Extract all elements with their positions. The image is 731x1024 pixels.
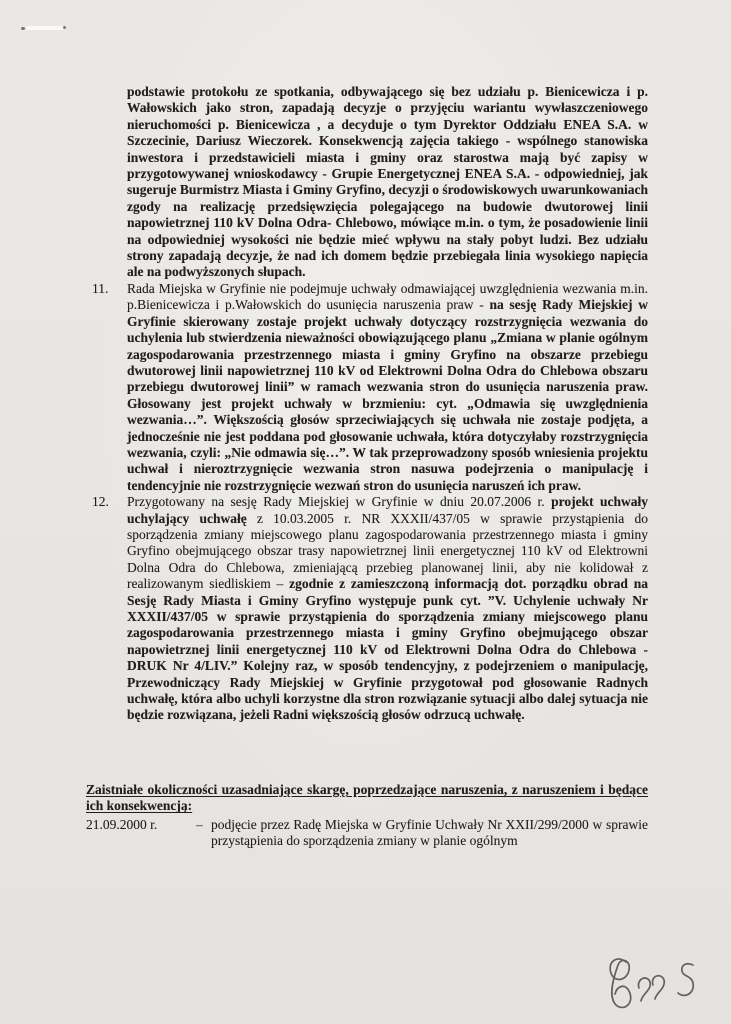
timeline-dash: – — [196, 817, 203, 833]
item-number: 12. — [92, 494, 109, 510]
scan-dot-artifact — [21, 27, 25, 30]
item-text: Przygotowany na sesję Rady Miejskiej w Gryfinie w dniu 20.07.2006 r. projekt uchwały uchylający uchwałę z 10.03.2005 r. NR XXXII/437/05 w sprawie przystąpienia do sporządzenia zmiany miejscowego planu zagospodarowania przestrzennego miasta i gminy Gryfino obejmującego obszar trasy napowietrznej linii energetycznej 110 kV od Elektrowni Dolna Odra do Chlebowa, zmieniającą przebieg planowanej linii, aby nie kolidował z realizowanym siedliskiem – zgodnie z zamieszczoną informacją dot. porządku obrad na Sesję Rady Miasta i Gminy Gryfino występuje punk cyt. ”V. Uchylenie uchwały Nr XXXII/437/05 w sprawie przystąpienia do sporządzenia zmiany miejscowego planu zagospodarowania przestrzennego miasta i gminy Gryfino obejmującego obszar napowietrznej linii energetycznej 110 kV od Elektrowni Dolna Odra do Chlebowa - DRUK Nr 4/LIV.” Kolejny raz, w sposób tendencyjny, z podejrzeniem o manipulację, Przewodniczący Rady Miejskiej w Gryfinie przygotował pod głosowanie Radnych uchwałę, która albo uchyli korzystne dla stron rozwiązanie sytuacji albo dalej sytuacja nie będzie rozwiązana, jeżeli Radni większością głosów odrzucą uchwałę. — [127, 494, 648, 723]
numbered-item-11 — [86, 281, 648, 494]
scan-dot-artifact — [63, 26, 66, 29]
timeline-text: podjęcie przez Radę Miejska w Gryfinie Uchwały Nr XXII/299/2000 w sprawie przystąpienia do sporządzenia zmiany w planie ogólnym — [211, 817, 648, 849]
section-heading: Zaistniałe okoliczności uzasadniające skargę, poprzedzające naruszenia, z naruszeniem i będące ich konsekwencją: — [86, 781, 648, 814]
intro-paragraph: podstawie protokołu ze spotkania, odbywającego się bez udziału p. Bienicewicza i p. Wałowskich jako stron, zapadają decyzje o przyjęciu wariantu wywłaszczeniowego nieruchomości p. Bienicewicza , a decyduje o tym Dyrektor Oddziału ENEA S.A. w Szczecinie, Dariusz Wieczorek. Konsekwencją zajęcia takiego - wspólnego stanowiska inwestora i przedstawicieli miasta i gminy oraz starostwa mają być zapisy w przygotowywanej wnioskodawcy - Grupie Energetycznej ENEA S.A. - odpowiedniej, jak sugeruje Burmistrz Miasta i Gminy Gryfino, decyzji o środowiskowych uwarunkowaniach zgody na realizację przedsięwzięcia polegającego na budowie dwutorowej linii napowietrznej 110 kV Dolna Odra- Chlebowo, mówiące m.in. o tym, że posadowienie linii na odpowiedniej wysokości nie będzie mieć wpływu na stały pobyt ludzi. Bez udziału strony zapadają decyzje, że nad ich domem będzie przebiegała linia wysokiego napięcia ale na podwyższonych słupach. — [127, 84, 649, 280]
circumstances-section — [86, 782, 648, 850]
scan-streak-artifact — [26, 26, 64, 30]
numbered-list — [86, 281, 648, 724]
timeline-date: 21.09.2000 r. — [86, 817, 158, 833]
item-text: Rada Miejska w Gryfinie nie podejmuje uchwały odmawiającej uwzględnienia wezwania m.in. p.Bienicewicza i p.Wałowskich do usunięcia naruszenia praw - na sesję Rady Miejskiej w Gryfinie skierowany zostaje projekt uchwały dotyczący rozstrzygnięcia wezwania do uchylenia lub stwierdzenia nieważności obowiązującego planu „Zmiana w planie ogólnym zagospodarowania przestrzennego miasta i gminy Gryfino na obszarze przebiegu dwutorowej linii napowietrznej 110 kV od Elektrowni Dolna Odra do Chlebowa obszaru przebiegu dwutorowej linii” w ramach wezwania stron do usunięcia naruszenia praw. Głosowany jest projekt uchwały w brzmieniu: cyt. „Odmawia się uwzględnienia wezwania…”. Większością głosów sprzeciwiających się uchwała nie zostaje podjęta, a jednocześnie nie jest poddana pod głosowanie uchwała, która dotyczyłaby rozstrzygnięcia wezwania, czyli: „Nie odmawia się…”. W tak przeprowadzony sposób wniesienia projektu uchwał i nieroztrzygnięcie wezwania stron nasuwa podejrzenia o manipulację i tendencyjnie nie rozstrzygnięcie wezwań stron do usunięcia naruszeń ich praw. — [127, 280, 648, 493]
timeline-entry — [86, 817, 648, 850]
document-body — [86, 84, 648, 850]
numbered-item-12 — [86, 494, 648, 724]
handwritten-signature — [592, 952, 707, 1022]
item-number: 11. — [92, 280, 109, 296]
